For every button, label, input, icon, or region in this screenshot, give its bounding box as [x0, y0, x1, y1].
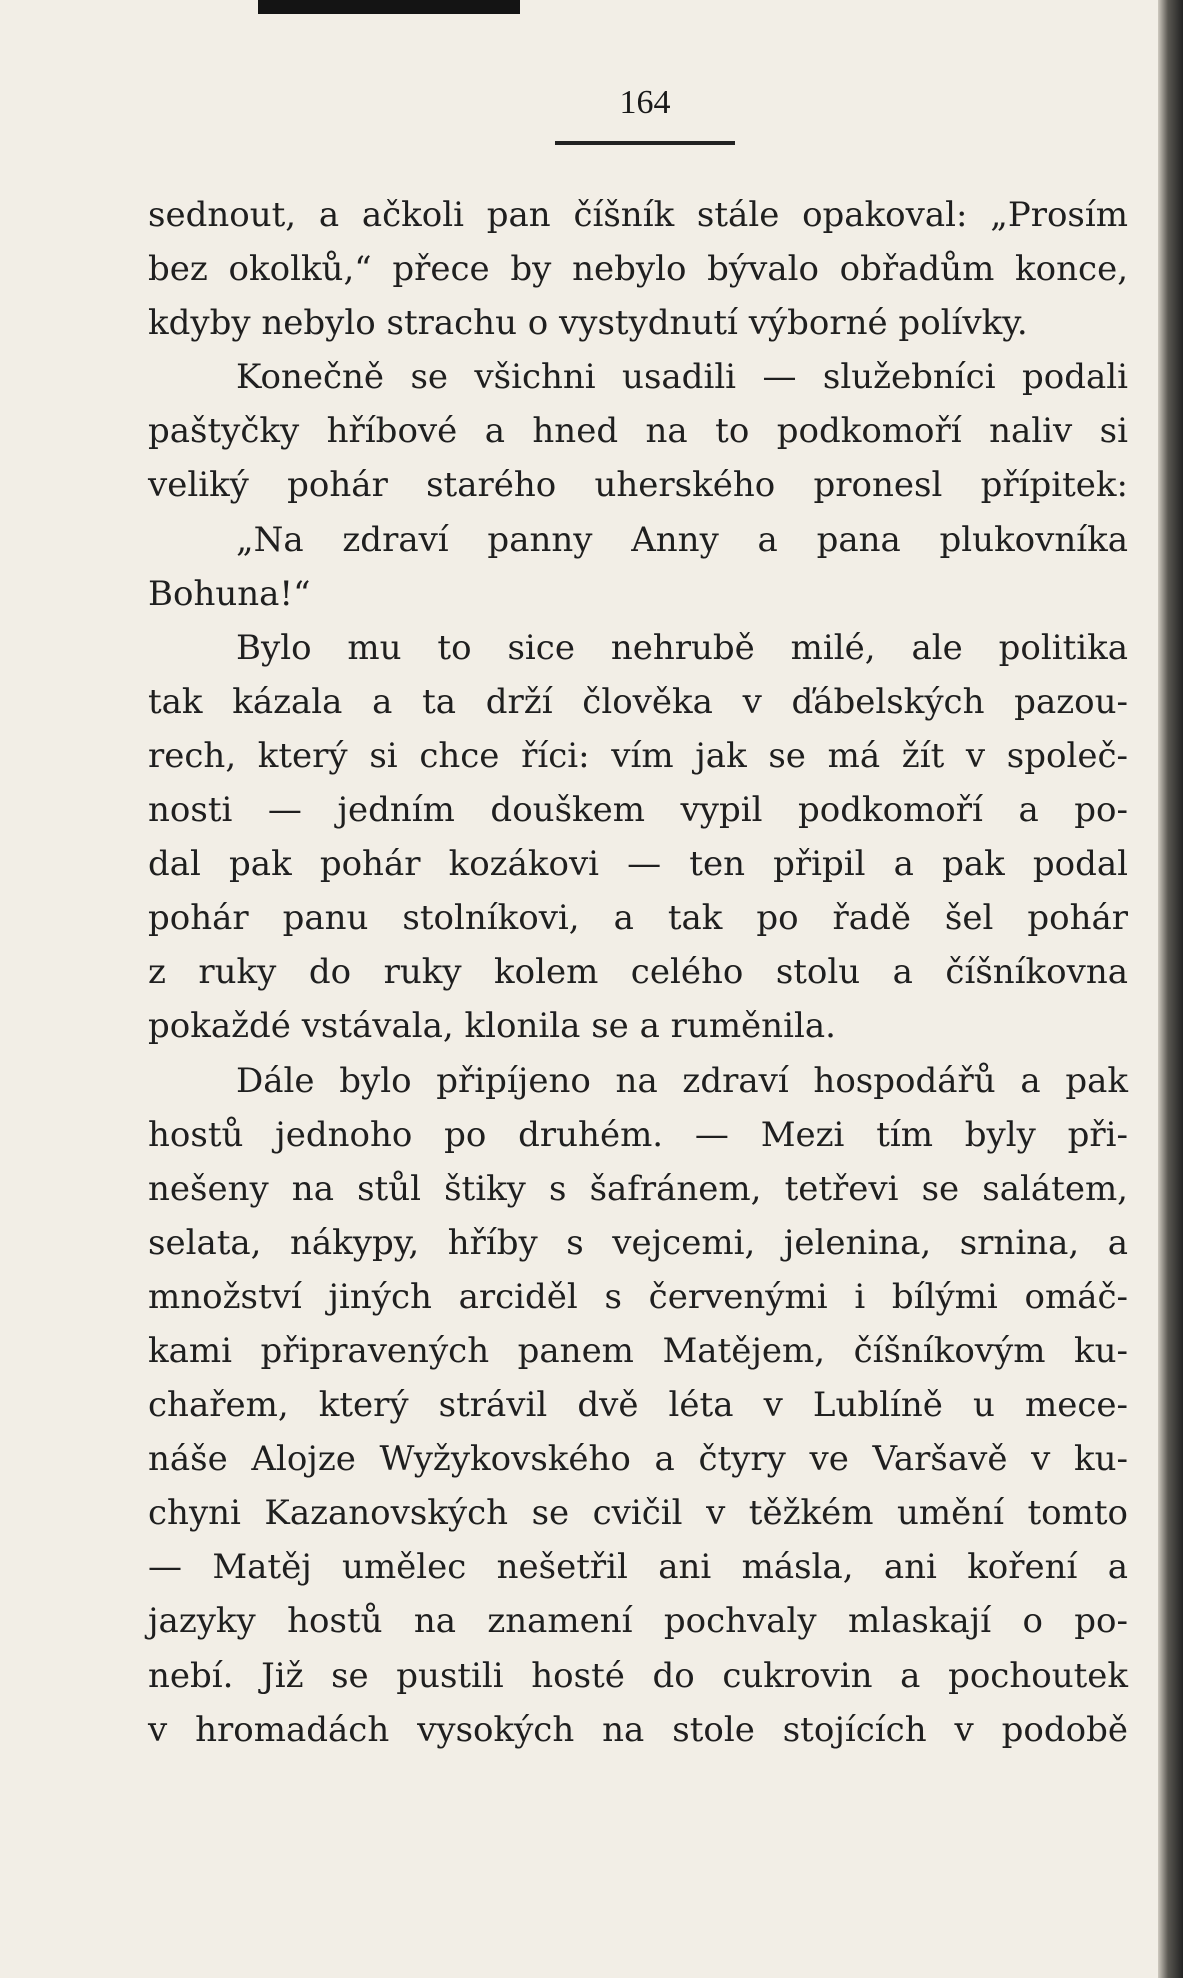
- text-line: nosti — jedním douškem vypil podkomoří a po-: [148, 790, 1128, 831]
- text-line: Dále bylo připíjeno na zdraví hospodářů a pak: [236, 1060, 1128, 1101]
- text-line: hostů jednoho po druhém. — Mezi tím byly při-: [148, 1114, 1128, 1155]
- text-line: selata, nákypy, hříby s vejcemi, jelenina, srnina, a: [148, 1222, 1128, 1263]
- text-line: paštyčky hříbové a hned na to podkomoří naliv si: [148, 411, 1128, 452]
- text-line: nešeny na stůl štiky s šafránem, tetřevi se salátem,: [148, 1168, 1128, 1209]
- text-line: chyni Kazanovských se cvičil v těžkém umění tomto: [148, 1493, 1128, 1534]
- text-line: množství jiných arciděl s červenými i bílými omáč-: [148, 1276, 1128, 1317]
- text-line: v hromadách vysokých na stole stojících v podobě: [148, 1709, 1128, 1750]
- text-line: „Na zdraví panny Anny a pana plukovníka: [236, 519, 1128, 560]
- text-line: veliký pohár starého uherského pronesl přípitek:: [148, 465, 1128, 506]
- page-edge-shadow: [1158, 0, 1183, 1978]
- text-line: bez okolků,“ přece by nebylo bývalo obřadům konce,: [148, 249, 1128, 290]
- text-line: dal pak pohár kozákovi — ten připil a pak podal: [148, 844, 1128, 885]
- text-line: kdyby nebylo strachu o vystydnutí výborné polívky.: [148, 303, 1028, 344]
- text-line: tak kázala a ta drží člověka v ďábelských pazou-: [148, 681, 1128, 722]
- text-line: rech, který si chce říci: vím jak se má žít v společ-: [148, 735, 1128, 776]
- text-line: pohár panu stolníkovi, a tak po řadě šel pohár: [148, 898, 1128, 939]
- text-line: pokaždé vstávala, klonila se a ruměnila.: [148, 1006, 836, 1047]
- text-line: z ruky do ruky kolem celého stolu a číšníkovna: [148, 952, 1128, 993]
- text-line: sednout, a ačkoli pan číšník stále opakoval: „Prosím: [148, 195, 1128, 235]
- text-line: Bylo mu to sice nehrubě milé, ale politika: [236, 627, 1128, 668]
- top-binding-mark: [258, 0, 520, 14]
- text-line: Bohuna!“: [148, 573, 311, 614]
- text-line: chařem, který strávil dvě léta v Lublíně u mece-: [148, 1385, 1128, 1426]
- text-line: kami připravených panem Matějem, číšníkovým ku-: [148, 1330, 1128, 1371]
- text-line: Konečně se všichni usadili — služebníci podali: [236, 357, 1128, 398]
- text-body: [148, 188, 1128, 1757]
- page-number-rule: [555, 141, 735, 145]
- page-number: 164: [619, 84, 671, 121]
- text-line: — Matěj umělec nešetřil ani másla, ani koření a: [148, 1547, 1128, 1588]
- text-line: nebí. Již se pustili hosté do cukrovin a pochoutek: [148, 1655, 1128, 1696]
- text-line: jazyky hostů na znamení pochvaly mlaskají o po-: [148, 1601, 1128, 1642]
- text-line: náše Alojze Wyžykovského a čtyry ve Varšavě v ku-: [148, 1439, 1128, 1480]
